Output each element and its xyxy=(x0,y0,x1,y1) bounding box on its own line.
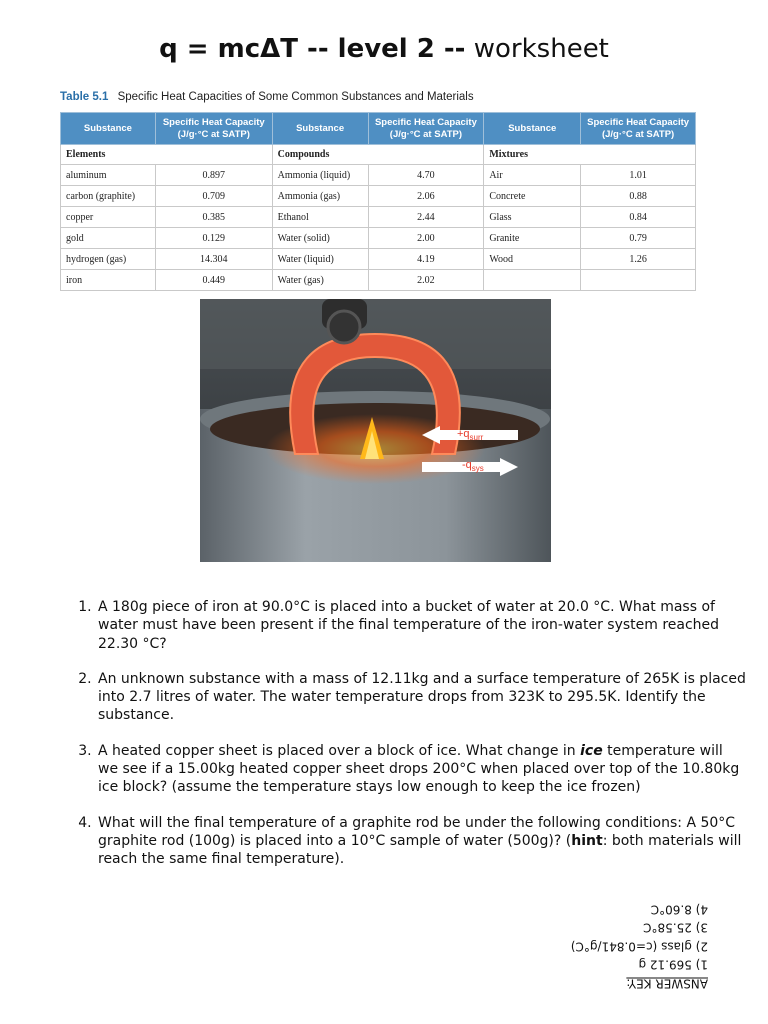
substance-cell: aluminum xyxy=(61,165,156,186)
heat-capacity-cell xyxy=(581,270,696,291)
substance-cell: Ethanol xyxy=(272,207,368,228)
answer-3: 3) 25.58°C xyxy=(643,921,708,935)
answer-key-title: ANSWER KEY: xyxy=(626,976,708,991)
heat-capacity-cell: 2.00 xyxy=(368,228,484,249)
heat-capacity-cell: 0.709 xyxy=(155,186,272,207)
heat-capacity-cell: 0.897 xyxy=(155,165,272,186)
heat-capacity-cell: 0.79 xyxy=(581,228,696,249)
substance-cell: Ammonia (gas) xyxy=(272,186,368,207)
substance-cell: Wood xyxy=(484,249,581,270)
table-caption-number: Table 5.1 xyxy=(60,91,109,103)
title-suffix: worksheet xyxy=(473,34,609,64)
table-row xyxy=(61,249,696,270)
table-row xyxy=(61,270,696,291)
substance-cell: Water (gas) xyxy=(272,270,368,291)
heat-capacity-cell: 0.84 xyxy=(581,207,696,228)
substance-cell: hydrogen (gas) xyxy=(61,249,156,270)
heat-capacity-cell: 2.06 xyxy=(368,186,484,207)
substance-cell: Air xyxy=(484,165,581,186)
table-row xyxy=(61,228,696,249)
header-substance: Substance xyxy=(61,113,156,145)
substance-cell: gold xyxy=(61,228,156,249)
answer-2: 2) glass (c=0.841/g°C) xyxy=(570,939,708,954)
heat-capacity-cell: 1.01 xyxy=(581,165,696,186)
answer-key-upside-down xyxy=(518,900,708,993)
horseshoe-photo xyxy=(200,299,551,562)
question-list xyxy=(60,598,746,886)
table-caption-text: Specific Heat Capacities of Some Common Substances and Materials xyxy=(117,91,474,103)
substance-cell: Water (solid) xyxy=(272,228,368,249)
heat-capacity-cell: 2.02 xyxy=(368,270,484,291)
heat-capacity-cell: 0.449 xyxy=(155,270,272,291)
table-row xyxy=(61,165,696,186)
substance-cell: Concrete xyxy=(484,186,581,207)
specific-heat-table xyxy=(60,112,696,291)
heat-capacity-cell: 2.44 xyxy=(368,207,484,228)
question-2: 2. An unknown substance with a mass of 12.11kg and a surface temperature of 265K is placed into 2.7 litres of water. The water temperature drops from 323K to 295.5K. Identify the substance. xyxy=(96,670,746,725)
question-3: 3. A heated copper sheet is placed over a block of ice. What change in ice temperature will we see if a 15.00kg heated copper sheet drops 200°C when placed over top of the 10.80kg ice block? (assume the temperature stays low enough to keep the ice frozen) xyxy=(96,742,746,797)
answer-1: 1) 569.12 g xyxy=(638,958,708,972)
answer-4: 4) 8.60°C xyxy=(650,902,708,917)
substance-cell: Ammonia (liquid) xyxy=(272,165,368,186)
header-heat-capacity: Specific Heat Capacity (J/g·°C at SATP) xyxy=(368,113,484,145)
heat-capacity-cell: 0.385 xyxy=(155,207,272,228)
group-compounds: Compounds xyxy=(272,145,484,165)
q-surr-label: $+q_{surr}$ xyxy=(457,428,484,443)
substance-cell: iron xyxy=(61,270,156,291)
heat-capacity-cell: 0.88 xyxy=(581,186,696,207)
table-header-row xyxy=(61,113,696,145)
header-substance: Substance xyxy=(484,113,581,145)
substance-cell xyxy=(484,270,581,291)
table-row xyxy=(61,186,696,207)
group-elements: Elements xyxy=(61,145,273,165)
substance-cell: Water (liquid) xyxy=(272,249,368,270)
title-formula: q = mcΔT -- level 2 -- xyxy=(159,34,466,64)
worksheet-title xyxy=(0,34,768,64)
table-caption xyxy=(60,91,474,103)
table-group-row xyxy=(61,145,696,165)
substance-cell: carbon (graphite) xyxy=(61,186,156,207)
horseshoe-illustration xyxy=(200,299,551,562)
heat-capacity-cell: 1.26 xyxy=(581,249,696,270)
heat-capacity-cell: 4.19 xyxy=(368,249,484,270)
table-row xyxy=(61,207,696,228)
substance-cell: copper xyxy=(61,207,156,228)
question-1: 1. A 180g piece of iron at 90.0°C is placed into a bucket of water at 20.0 °C. What mass of water must have been present if the final temperature of the iron-water system reached 22.30 °C? xyxy=(96,598,746,653)
substance-cell: Glass xyxy=(484,207,581,228)
group-mixtures: Mixtures xyxy=(484,145,696,165)
heat-capacity-cell: 14.304 xyxy=(155,249,272,270)
heat-capacity-cell: 4.70 xyxy=(368,165,484,186)
heat-capacity-cell: 0.129 xyxy=(155,228,272,249)
header-heat-capacity: Specific Heat Capacity (J/g·°C at SATP) xyxy=(155,113,272,145)
header-heat-capacity: Specific Heat Capacity (J/g·°C at SATP) xyxy=(581,113,696,145)
q-sys-label: $-q_{sys}$ xyxy=(462,459,484,474)
substance-cell: Granite xyxy=(484,228,581,249)
header-substance: Substance xyxy=(272,113,368,145)
question-4: 4. What will the final temperature of a graphite rod be under the following conditions: A 50°C graphite rod (100g) is placed into a 10°C sample of water (500g)? (hint: both materials will reach the same final temperature). xyxy=(96,814,746,869)
